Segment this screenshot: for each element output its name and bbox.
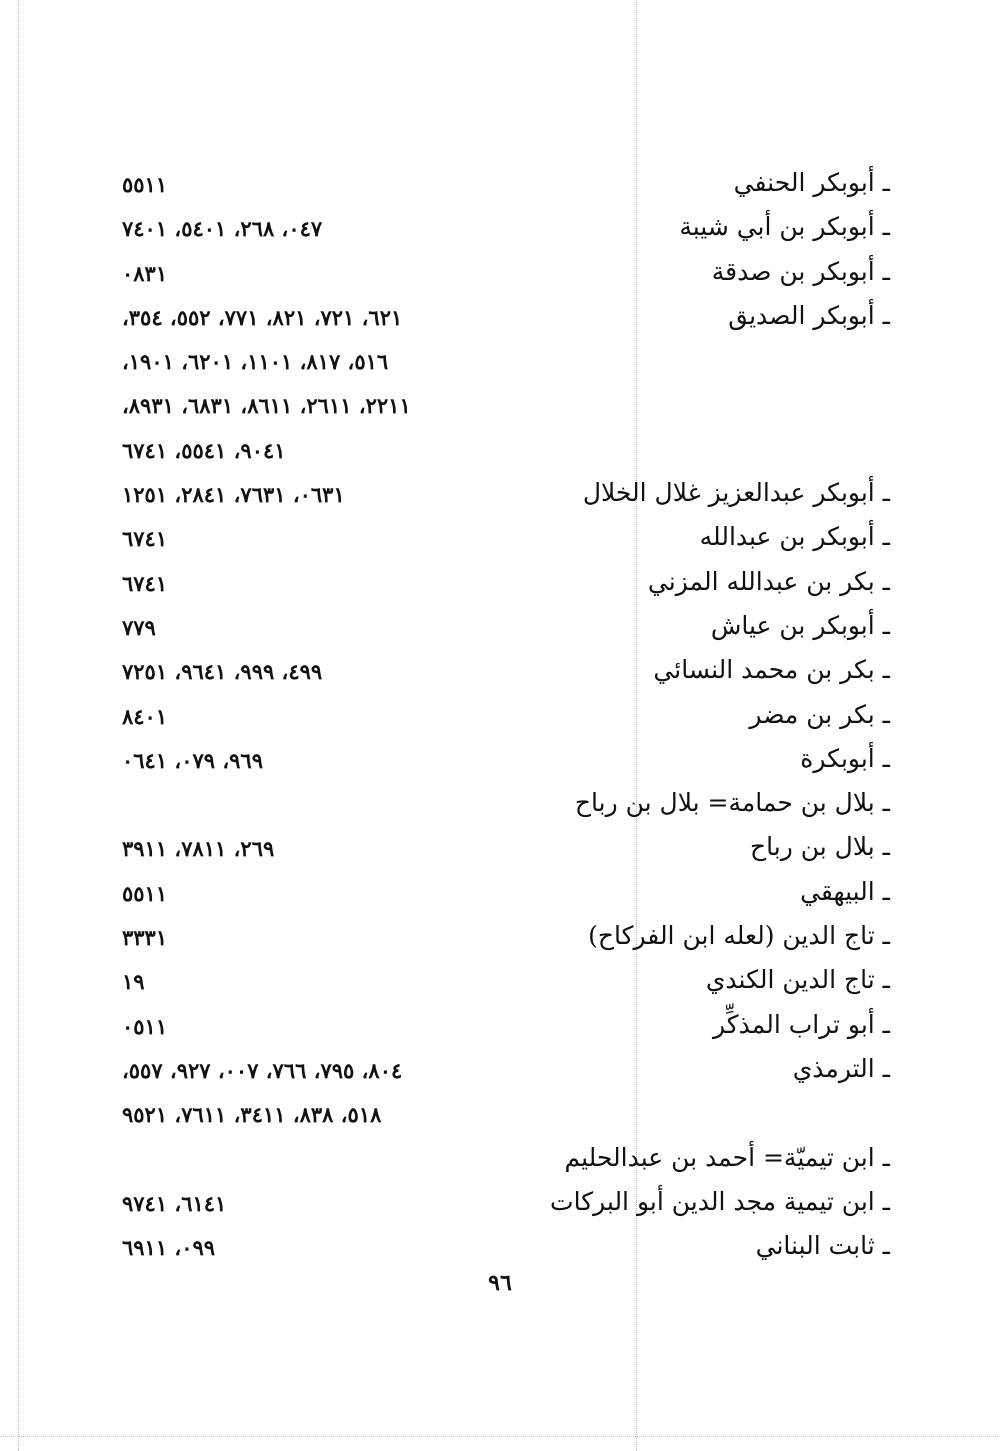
entry-page-numbers: ١٤٧٦ — [122, 526, 168, 552]
index-entry-row — [100, 827, 890, 871]
index-entry-row — [100, 1093, 890, 1137]
index-entry-row — [100, 384, 890, 428]
entry-name: ـ أبوبكر بن عبدالله — [699, 522, 890, 552]
entry-name: ـ أبوبكر بن عياش — [710, 610, 890, 640]
entry-page-numbers: ١١٥٠ — [122, 1013, 168, 1039]
index-entry-row — [100, 960, 890, 1004]
entry-name: ـ بلال بن رباح — [750, 832, 890, 862]
index-entry-row — [100, 296, 890, 340]
entry-name: ـ بكر بن عبدالله المزني — [647, 566, 890, 596]
index-entry-row — [100, 340, 890, 384]
index-entry-row — [100, 163, 890, 207]
entry-page-numbers: ٩٦٢، ١١٨٧، ١١٩٣ — [122, 836, 275, 862]
index-entry-row — [100, 562, 890, 606]
index-entry-row — [100, 695, 890, 739]
entry-name: ـ تاج الدين (لعله ابن الفركاح) — [588, 921, 890, 951]
entry-name: ـ ابن تيميّة= أحمد بن عبدالحليم — [564, 1142, 890, 1172]
index-entry-row — [100, 1182, 890, 1226]
entry-page-numbers: ٩٦٩، ٩٧٠، ١٤٦٠ — [122, 747, 263, 773]
entry-name: ـ ثابت البناني — [755, 1231, 890, 1261]
index-entry-row — [100, 207, 890, 251]
index-entry-row — [100, 1138, 890, 1182]
entry-name: ـ أبوبكر بن صدقة — [711, 256, 890, 286]
entry-page-numbers: ٩١ — [122, 969, 145, 995]
entry-page-numbers: ٩٩٤، ٩٩٩، ١٤٦٩، ١٥٢٧ — [122, 659, 323, 685]
index-entry-row — [100, 783, 890, 827]
entry-page-numbers: ٧٤٠، ٨٦٢، ١٠٤٥، ١٠٤٧ — [122, 216, 323, 242]
entry-page-numbers: ١٣٣٣ — [122, 925, 168, 951]
entry-name: ـ أبوبكرة — [800, 743, 890, 773]
entry-page-numbers: ٩٩٠، ١١٩٦ — [122, 1235, 216, 1261]
entry-page-numbers: ١١٥٥ — [122, 172, 168, 197]
index-entry-row — [100, 606, 890, 650]
entry-page-numbers: ١١٥٥ — [122, 880, 168, 906]
entry-page-numbers: ١١٢٢، ١١٦٢، ١١٦٨، ١٣٨٦، ١٣٩٨، — [122, 393, 411, 419]
entry-page-numbers: ١٢٦، ١٢٧، ١٢٨، ١٧٧، ٢٥٥، ٤٥٣، — [122, 304, 403, 330]
entry-page-numbers: ٨١٥، ٨٣٨، ١١٤٣، ١١٦٧، ١٢٥٩ — [122, 1102, 382, 1128]
bottom-rule — [0, 1436, 1000, 1437]
entry-name: ـ أبوبكر الصديق — [728, 300, 890, 330]
index-entry-row — [100, 739, 890, 783]
index-entry-row — [100, 1049, 890, 1093]
index-entry-row — [100, 650, 890, 694]
index-entry-row — [100, 872, 890, 916]
index-entry-row — [100, 429, 890, 473]
entry-name: ـ ابن تيمية مجد الدين أبو البركات — [550, 1186, 890, 1216]
entry-name: ـ أبو تراب المذكِّر — [712, 1009, 890, 1039]
index-list — [100, 163, 890, 1270]
entry-name: ـ أبوبكر بن أبي شيبة — [679, 212, 890, 242]
entry-name: ـ بكر بن مضر — [749, 699, 890, 729]
entry-name: ـ الترمذي — [792, 1053, 890, 1083]
entry-page-numbers: ١٤١٦، ١٤٧٩ — [122, 1190, 227, 1216]
entry-page-numbers: ٦١٥، ٧١٨، ١٠١١، ١٠٢٦، ١٠٩١، — [122, 349, 389, 375]
entry-name: ـ البيهقي — [800, 876, 890, 906]
entry-name: ـ أبوبكر عبدالعزيز غلال الخلال — [582, 478, 890, 508]
index-entry-row — [100, 1005, 890, 1049]
index-entry-row — [100, 517, 890, 561]
entry-page-numbers: ١٣٦٠، ١٣٦٧، ١٤٨٢، ١٥٢١ — [122, 482, 345, 508]
entry-name: ـ بكر بن محمد النسائي — [653, 655, 890, 685]
entry-page-numbers: ١٠٤٨ — [122, 703, 168, 729]
index-entry-row — [100, 916, 890, 960]
entry-name: ـ تاج الدين الكندي — [705, 965, 890, 995]
entry-page-numbers: ٩٧٧ — [122, 614, 156, 640]
entry-page-numbers: ١٤٧٦ — [122, 570, 168, 596]
entry-page-numbers: ١٤٠٩، ١٤٥٥، ١٤٧٦ — [122, 437, 286, 463]
entry-page-numbers: ١٣٨٠ — [122, 260, 168, 286]
entry-name: ـ أبوبكر الحنفي — [733, 168, 890, 197]
index-entry-row — [100, 252, 890, 296]
left-margin-guide — [18, 0, 19, 1451]
index-entry-row — [100, 1226, 890, 1270]
page-number: ٩٦ — [488, 1270, 512, 1296]
entry-page-numbers: ٤٠٨، ٥٩٧، ٦٦٧، ٧٠٠، ٧٢٩، ٧٥٥، — [122, 1057, 403, 1083]
entry-name: ـ بلال بن حمامة= بلال بن رباح — [574, 788, 890, 818]
index-entry-row — [100, 473, 890, 517]
